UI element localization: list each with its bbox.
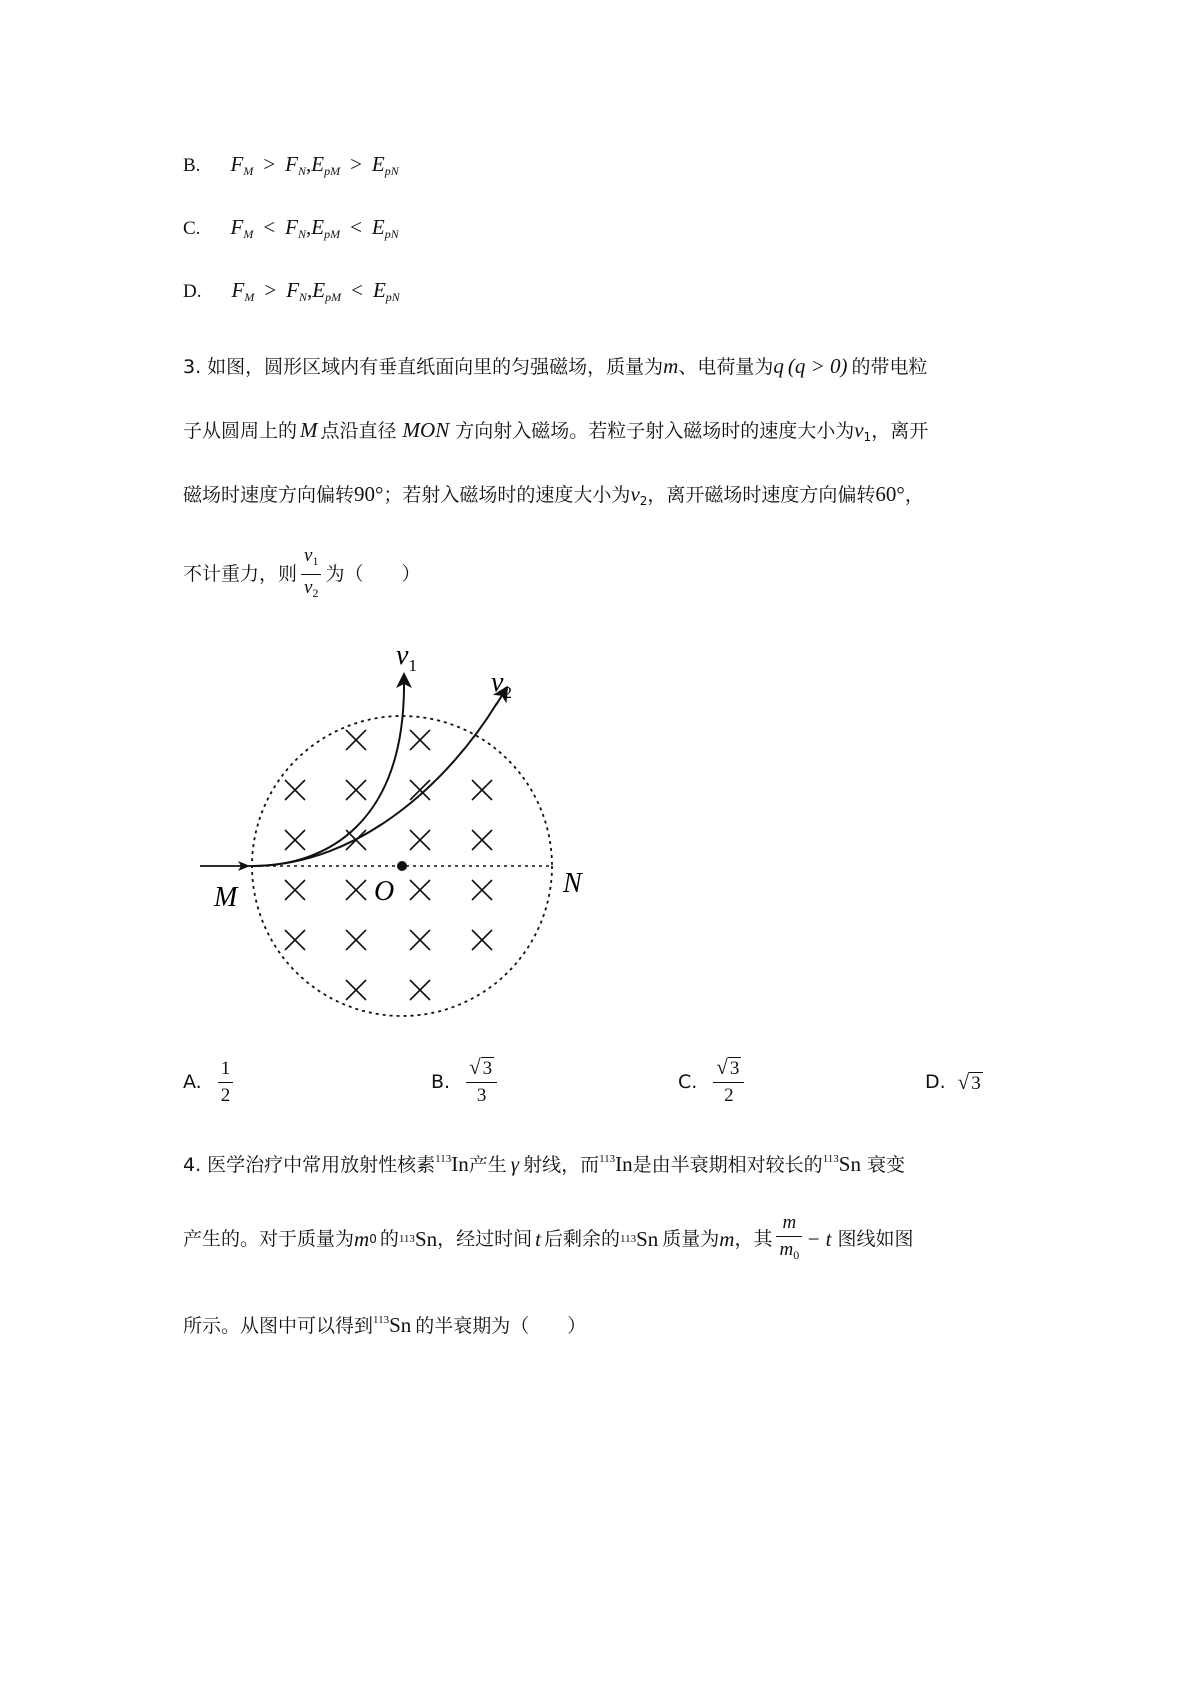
choice-d[interactable]: D. √ 3 bbox=[925, 1069, 981, 1094]
option-c-prev: C. $F_M < F_N,E_{pM} < E_{pN}$ bbox=[183, 215, 399, 241]
cross-icon bbox=[346, 830, 366, 850]
q4-line-3: 所示。从图中可以得到$^{113}$Sn 的半衰期为（ ） bbox=[183, 1313, 587, 1337]
choice-d-value: √ 3 bbox=[957, 1069, 981, 1094]
choice-b-fraction: √ 3 3 bbox=[466, 1055, 497, 1109]
q3-line-2: 子从圆周上的 M 点沿直径 MON 方向射入磁场。若粒子射入磁场时的速度大小为$v_1$，离开 bbox=[183, 418, 929, 444]
choice-b[interactable]: B. √ 3 3 bbox=[431, 1052, 501, 1112]
choice-c[interactable]: C. √ 3 2 bbox=[678, 1052, 748, 1112]
q4-line-1: 4. 医学治疗中常用放射性核素$^{113}$In产生 γ 射线，而$^{113}$In是由半衰期相对较长的$^{113}$Sn 衰变 bbox=[183, 1152, 905, 1176]
choice-a-fraction: $\frac{1}{2}$ bbox=[218, 1056, 234, 1109]
q3-line-4: 不计重力，则 $\frac{v_1}{v_2}$ 为（ ） bbox=[183, 540, 420, 608]
cross-icon bbox=[346, 930, 366, 950]
cross-icon bbox=[410, 930, 430, 950]
cross-icon bbox=[410, 730, 430, 750]
q3-line-3: 磁场时速度方向偏转90°；若射入磁场时的速度大小为$v_2$，离开磁场时速度方向偏转60°， bbox=[183, 482, 924, 508]
option-b-prev: B. $F_M > F_N,E_{pM} > E_{pN}$ bbox=[183, 152, 399, 178]
cross-icon bbox=[346, 880, 366, 900]
cross-icon bbox=[472, 780, 492, 800]
field-crosses bbox=[285, 730, 492, 1000]
cross-icon bbox=[346, 780, 366, 800]
option-d-expression: $F_M > F_N,E_{pM} < E_{pN}$ bbox=[231, 278, 400, 304]
ratio-m-m0: $\frac{m}{m_0}$ bbox=[776, 1210, 802, 1268]
q4-line-2: 产生的。对于质量为 m 0 的 113 Sn ，经过时间 t 后剩余的 113 Sn 质量为 m ，其 $\frac{m}{m_0}$ − t 图线如图 bbox=[183, 1204, 914, 1274]
magnetic-field-figure bbox=[190, 630, 610, 1030]
option-c-expression: $F_M < F_N,E_{pM} < E_{pN}$ bbox=[230, 215, 399, 241]
q3-line-1: 3. 如图，圆形区域内有垂直纸面向里的匀强磁场，质量为m、电荷量为q (q > 0) 的带电粒 bbox=[183, 354, 928, 378]
cross-icon bbox=[472, 930, 492, 950]
cross-icon bbox=[472, 830, 492, 850]
label-v1: $v_1$ bbox=[396, 640, 417, 675]
cross-icon bbox=[285, 780, 305, 800]
label-v2: $v_2$ bbox=[491, 667, 512, 702]
cross-icon bbox=[285, 830, 305, 850]
label-n: N bbox=[563, 868, 582, 899]
cross-icon bbox=[410, 880, 430, 900]
choice-c-fraction: √ 3 2 bbox=[713, 1055, 744, 1109]
cross-icon bbox=[346, 980, 366, 1000]
ratio-v1-v2: $\frac{v_1}{v_2}$ bbox=[301, 543, 321, 606]
choice-a[interactable]: A. $\frac{1}{2}$ bbox=[183, 1052, 237, 1112]
cross-icon bbox=[285, 930, 305, 950]
cross-icon bbox=[472, 880, 492, 900]
cross-icon bbox=[285, 880, 305, 900]
cross-icon bbox=[410, 830, 430, 850]
option-d-prev: D. $F_M > F_N,E_{pM} < E_{pN}$ bbox=[183, 278, 400, 304]
center-point-o bbox=[397, 861, 407, 871]
cross-icon bbox=[410, 980, 430, 1000]
cross-icon bbox=[346, 730, 366, 750]
label-m: M bbox=[214, 882, 238, 913]
option-b-expression: $F_M > F_N,E_{pM} > E_{pN}$ bbox=[230, 152, 399, 178]
label-o: O bbox=[374, 876, 395, 907]
trajectory-v1 bbox=[252, 690, 404, 866]
